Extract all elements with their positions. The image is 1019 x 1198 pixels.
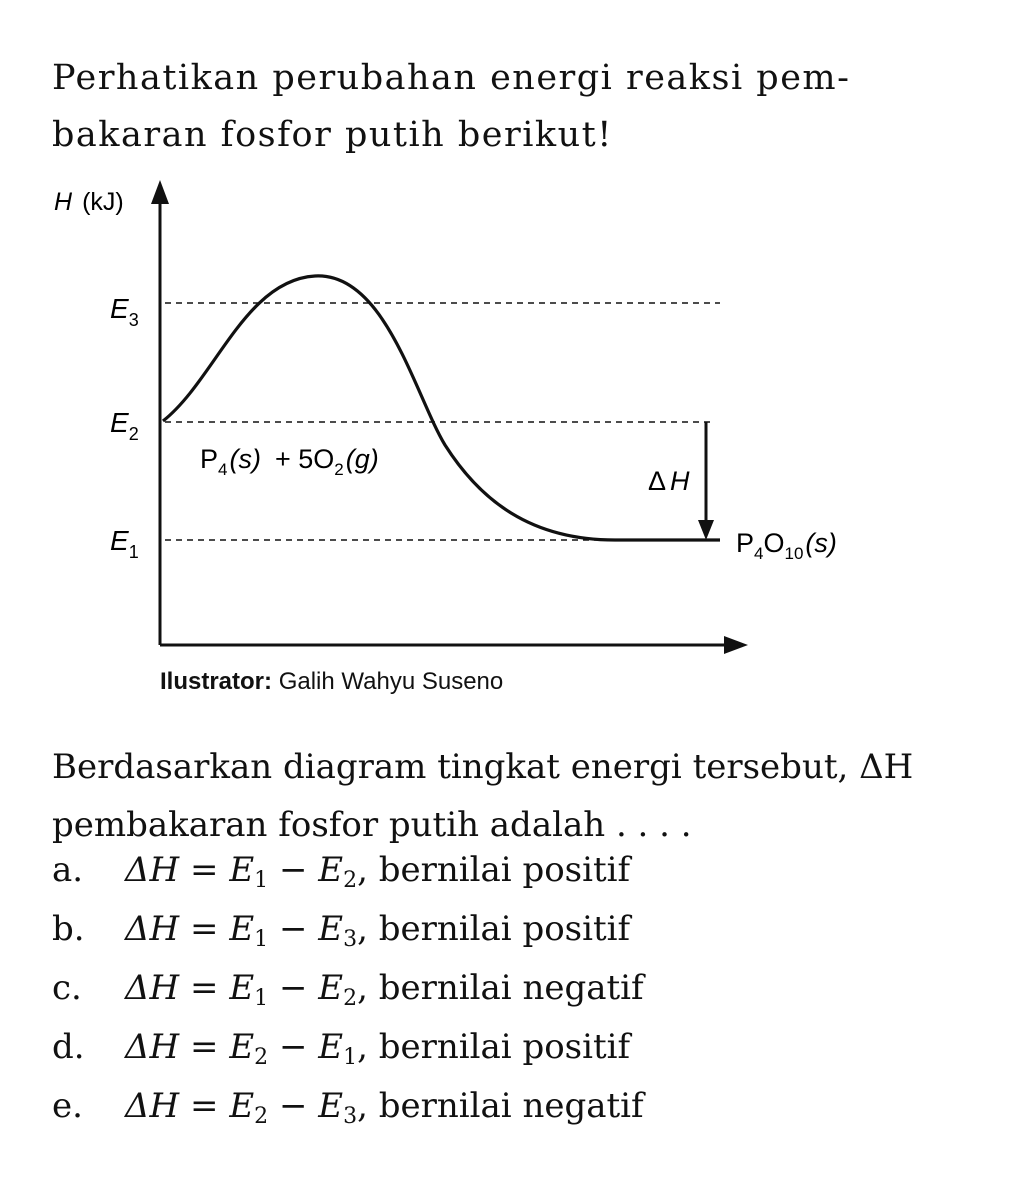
reactants-label: $P_4(s) + 5O_2(g)$ <box>200 444 379 479</box>
option-letter: e. <box>52 1086 83 1126</box>
option-formula: $\Delta H = E_1 - E_2$, bernilai negatif <box>125 968 644 1011</box>
credit-label: Ilustrator: <box>160 668 273 695</box>
intro-line-2: bakaran fosfor putih berikut! <box>52 115 613 155</box>
option-formula: $\Delta H = E_1 - E_2$, bernilai positif <box>125 850 631 893</box>
option-formula: $\Delta H = E_2 - E_1$, bernilai positif <box>125 1027 631 1070</box>
option-letter: c. <box>52 968 82 1008</box>
credit-name: Galih Wahyu Suseno <box>278 668 504 695</box>
option-letter: a. <box>52 850 84 890</box>
y-axis-label <box>54 188 124 216</box>
illustrator-credit <box>160 668 503 696</box>
delta-h-label: Δ H <box>648 466 690 496</box>
label-e1: $E_1$ <box>110 525 139 562</box>
product-label: $P_4O_{10}(s)$ <box>736 528 837 563</box>
intro-line-1: Perhatikan perubahan energi reaksi pem- <box>52 58 851 98</box>
delta-h-arrowhead <box>698 520 714 540</box>
option-letter: b. <box>52 909 85 949</box>
option-letter: d. <box>52 1027 85 1067</box>
label-e3: $E_3$ <box>110 293 139 330</box>
question-text <box>52 738 913 854</box>
option-formula: $\Delta H = E_2 - E_3$, bernilai negatif <box>125 1086 644 1129</box>
label-e2: $E_2$ <box>110 407 139 444</box>
x-axis-arrowhead <box>724 636 748 654</box>
y-axis-unit: (kJ) <box>82 188 124 216</box>
reaction-curve <box>163 276 720 540</box>
question-line-1: Berdasarkan diagram tingkat energi tersebut, ΔH <box>52 747 914 787</box>
option-formula: $\Delta H = E_1 - E_3$, bernilai positif <box>125 909 631 952</box>
y-axis-arrowhead <box>151 180 169 204</box>
y-axis-var: H <box>54 188 73 216</box>
question-line-2: pembakaran fosfor putih adalah . . . . <box>52 805 692 845</box>
